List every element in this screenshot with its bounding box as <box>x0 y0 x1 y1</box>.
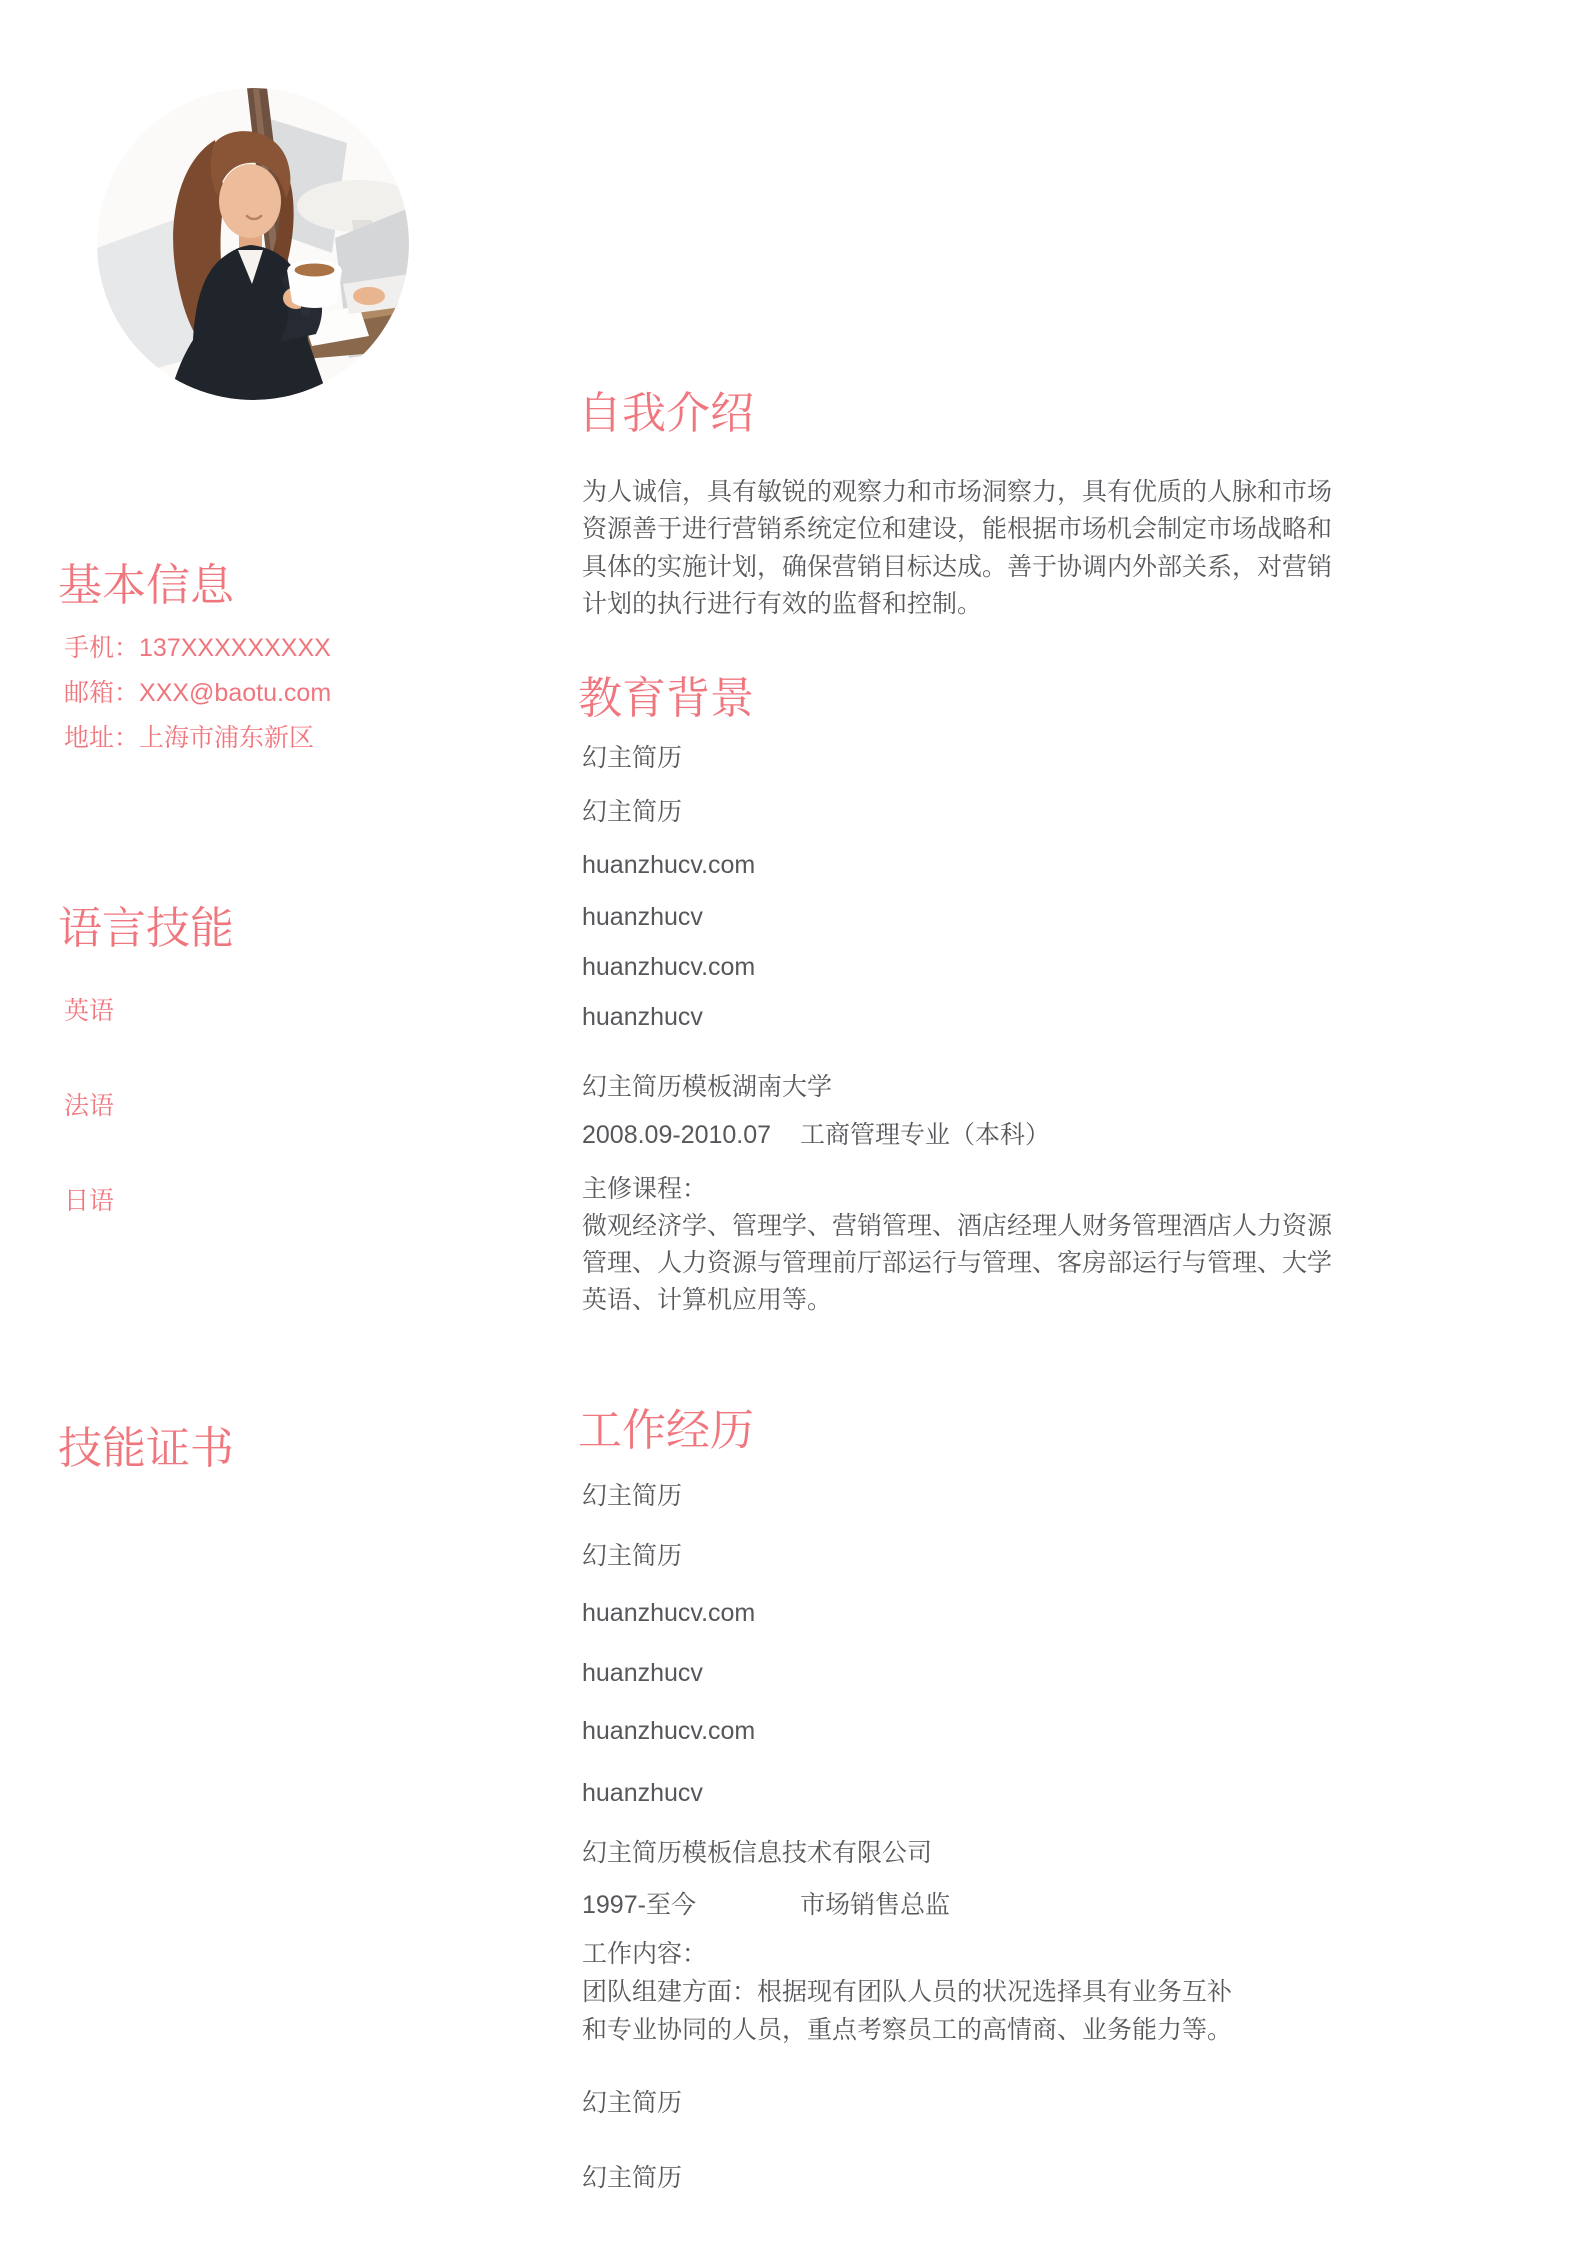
intro-line: 计划的执行进行有效的监督和控制。 <box>582 590 983 618</box>
contact-email-label: 邮箱： <box>64 679 140 707</box>
language-item: 日语 <box>64 1187 115 1215</box>
work-period: 1997-至今 <box>582 1891 696 1919</box>
education-item: huanzhucv <box>582 903 703 931</box>
section-title-certificates: 技能证书 <box>58 1424 234 1473</box>
profile-photo <box>97 88 409 400</box>
education-item: 幻主简历 <box>582 744 683 772</box>
education-item: 幻主简历 <box>582 798 683 826</box>
work-content-line: 和专业协同的人员，重点考察员工的高情商、业务能力等。 <box>582 2016 1233 2044</box>
education-school: 幻主简历模板湖南大学 <box>582 1073 833 1101</box>
work-item: 幻主简历 <box>582 1482 683 1510</box>
section-title-education: 教育背景 <box>578 674 754 723</box>
section-title-intro: 自我介绍 <box>578 389 754 438</box>
contact-address-label: 地址： <box>64 724 140 752</box>
contact-email <box>64 678 331 709</box>
profile-photo-illustration <box>97 88 409 400</box>
section-title-basic-info: 基本信息 <box>58 561 234 610</box>
education-item: huanzhucv.com <box>582 953 756 981</box>
education-item: huanzhucv <box>582 1003 703 1031</box>
work-item: 幻主简历 <box>582 1542 683 1570</box>
contact-email-value: XXX@baotu.com <box>139 679 332 707</box>
section-title-languages: 语言技能 <box>58 904 234 953</box>
section-title-work: 工作经历 <box>578 1406 754 1455</box>
language-item: 英语 <box>64 997 115 1025</box>
education-courses-line: 管理、人力资源与管理前厅部运行与管理、客房部运行与管理、大学 <box>582 1249 1333 1277</box>
language-item: 法语 <box>64 1092 115 1120</box>
education-courses-line: 英语、计算机应用等。 <box>582 1286 833 1314</box>
work-item: 幻主简历 <box>582 2164 683 2192</box>
contact-address <box>64 723 314 754</box>
work-company: 幻主简历模板信息技术有限公司 <box>582 1839 933 1867</box>
education-courses-label: 主修课程： <box>582 1175 708 1203</box>
work-content-label: 工作内容： <box>582 1940 708 1968</box>
education-item: huanzhucv.com <box>582 851 756 879</box>
education-period: 2008.09-2010.07 <box>582 1121 772 1149</box>
work-content-line: 团队组建方面：根据现有团队人员的状况选择具有业务互补 <box>582 1978 1233 2006</box>
work-item: huanzhucv.com <box>582 1599 756 1627</box>
education-courses-line: 微观经济学、管理学、营销管理、酒店经理人财务管理酒店人力资源 <box>582 1212 1333 1240</box>
work-item: huanzhucv.com <box>582 1717 756 1745</box>
contact-phone <box>64 633 331 664</box>
work-position: 市场销售总监 <box>800 1891 951 1919</box>
contact-phone-label: 手机： <box>64 634 140 662</box>
contact-phone-value: 137XXXXXXXXX <box>139 634 331 662</box>
contact-address-value: 上海市浦东新区 <box>139 724 315 752</box>
work-item: huanzhucv <box>582 1659 703 1687</box>
education-major: 工商管理专业（本科） <box>800 1121 1051 1149</box>
intro-line: 为人诚信，具有敏锐的观察力和市场洞察力，具有优质的人脉和市场 <box>582 478 1333 506</box>
work-item: huanzhucv <box>582 1779 703 1807</box>
intro-line: 资源善于进行营销系统定位和建设，能根据市场机会制定市场战略和 <box>582 515 1333 543</box>
work-item: 幻主简历 <box>582 2089 683 2117</box>
intro-line: 具体的实施计划，确保营销目标达成。善于协调内外部关系，对营销 <box>582 553 1333 581</box>
